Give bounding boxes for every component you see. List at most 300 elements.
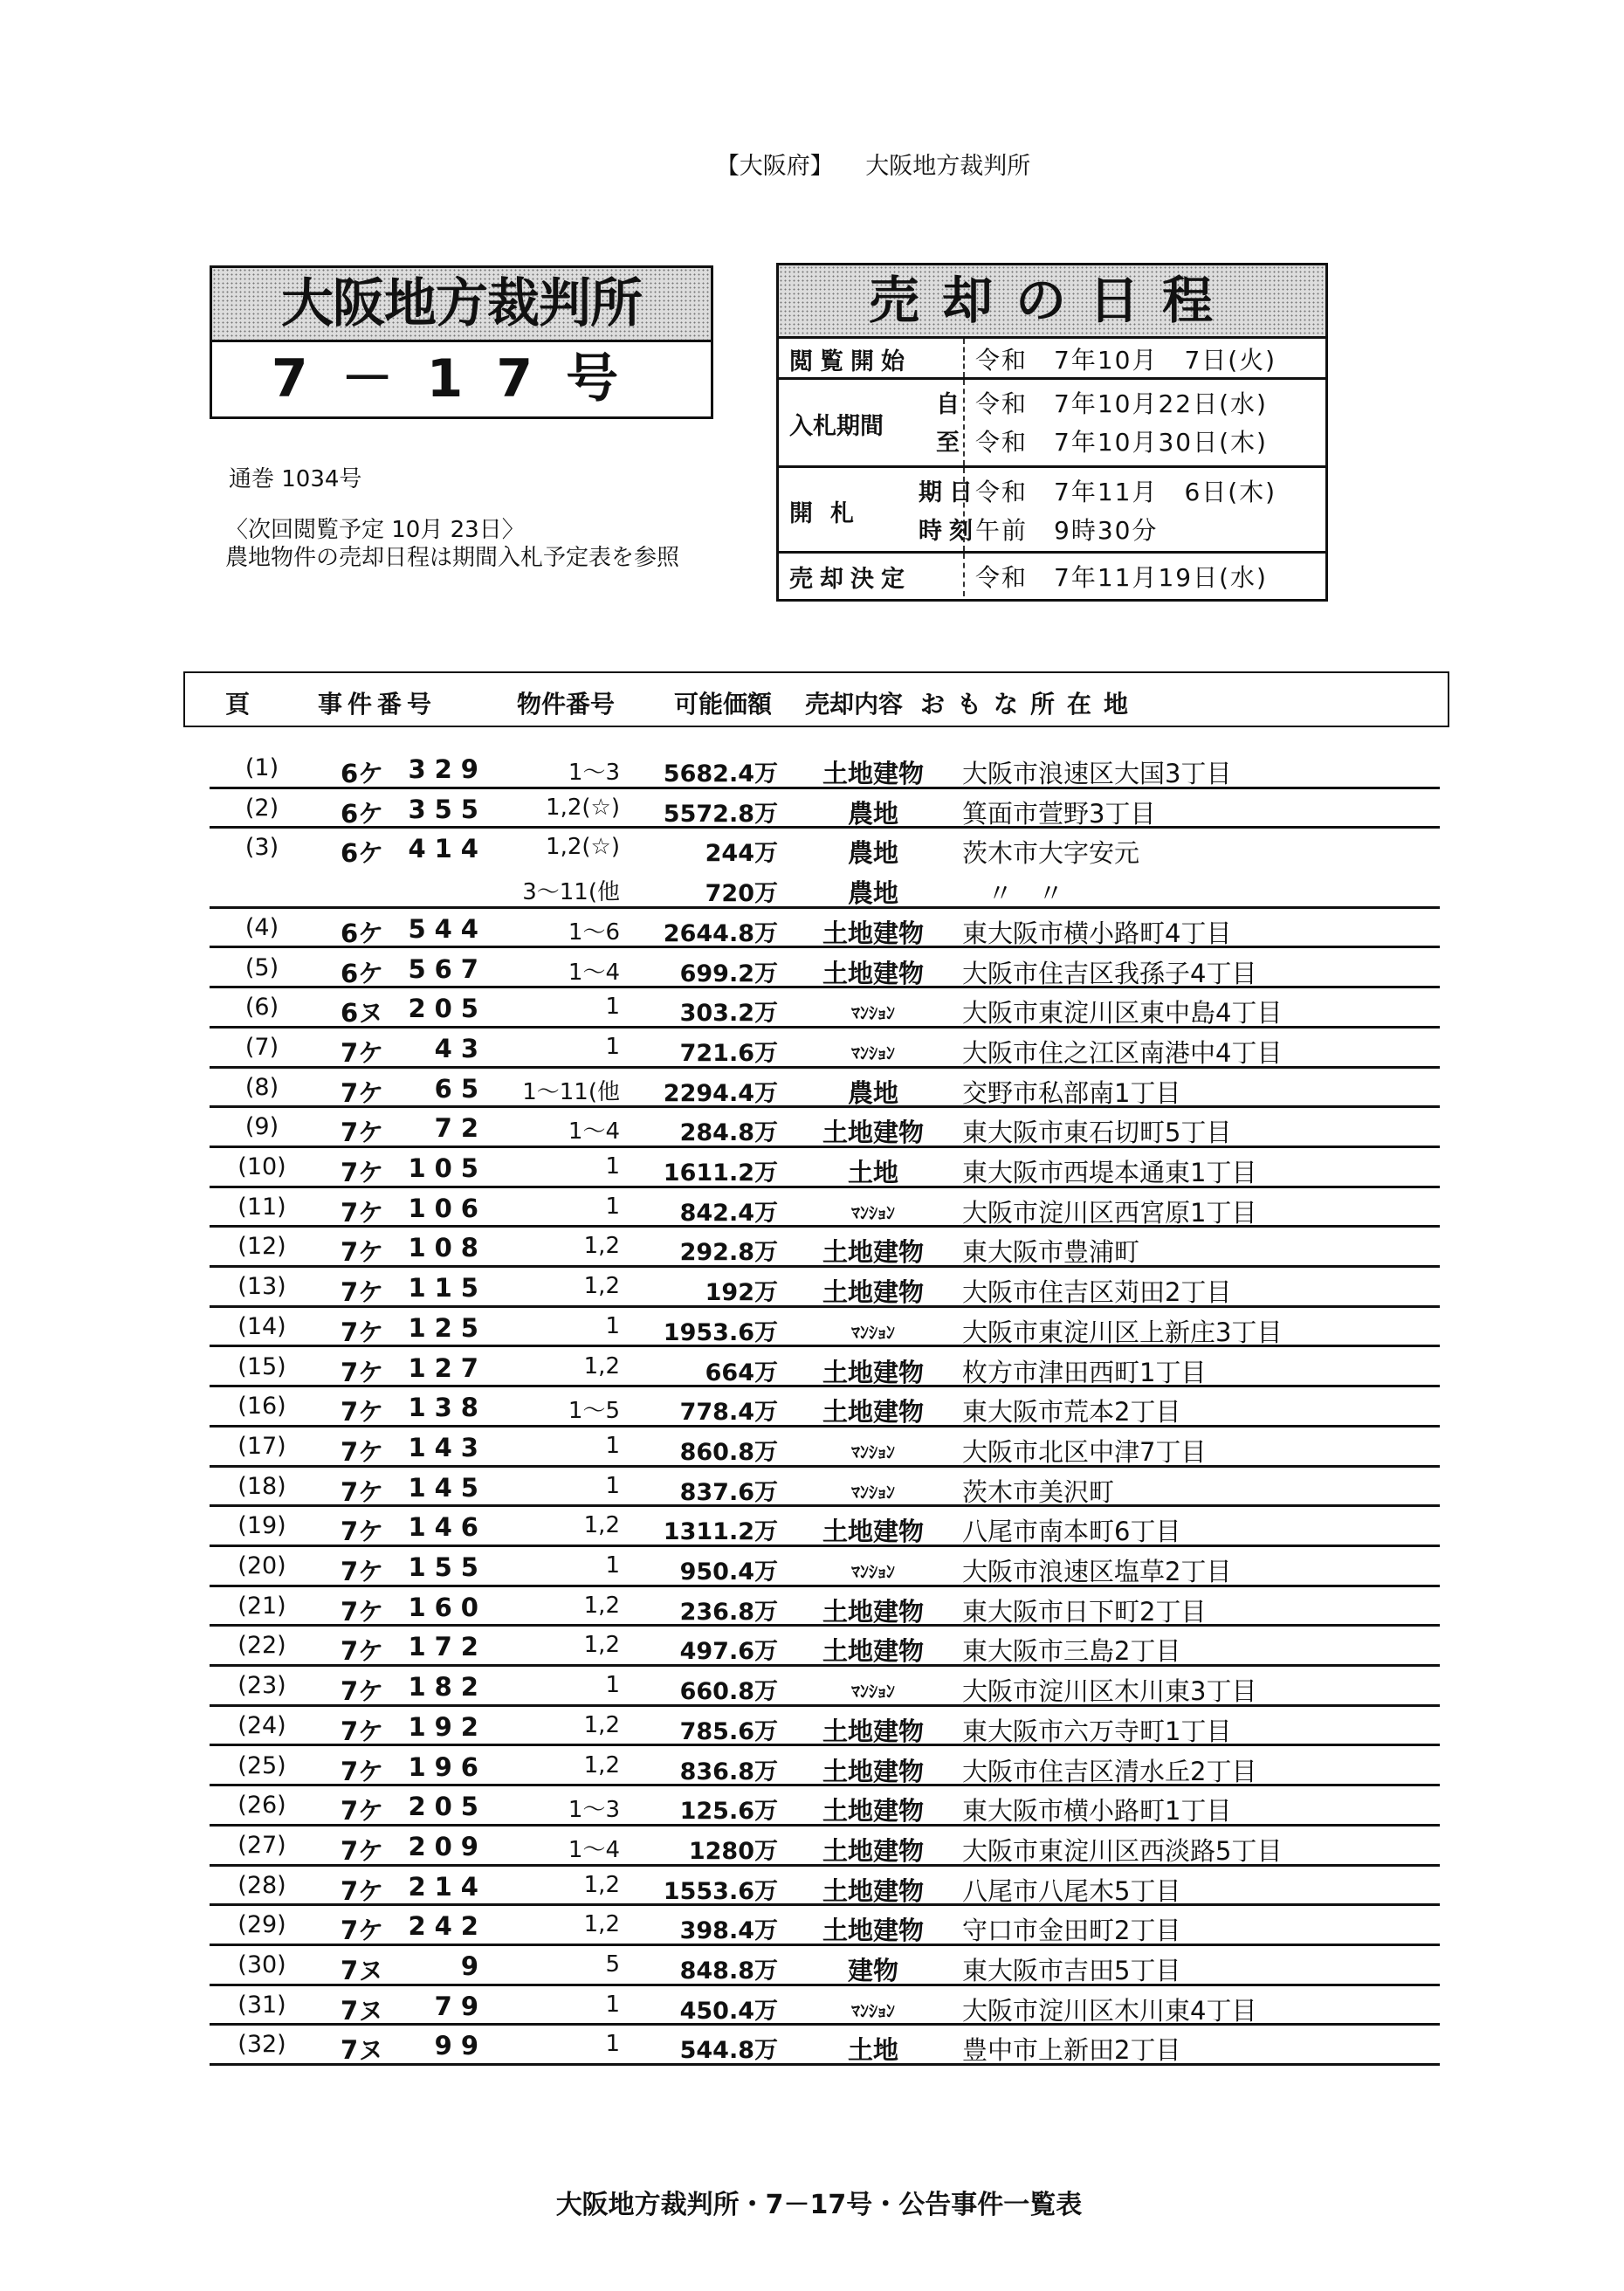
page-number: (22) <box>237 1632 286 1660</box>
table-row <box>210 988 1440 1029</box>
property-number: 1 <box>605 1153 620 1180</box>
case-prefix: 7ケ <box>341 1796 384 1827</box>
case-prefix: 7ケ <box>341 1756 384 1786</box>
sale-type: ﾏﾝｼｮﾝ <box>851 1999 895 2021</box>
address: 東大阪市日下町2丁目 <box>962 1596 1207 1627</box>
table-row <box>210 1587 1440 1627</box>
address: 茨木市美沢町 <box>962 1476 1115 1507</box>
case-number: 43 <box>434 1033 487 1063</box>
case-number: 143 <box>408 1432 487 1462</box>
table-row <box>210 1747 1440 1787</box>
case-prefix: 7ケ <box>341 1397 384 1428</box>
minimum-price: 950.4万 <box>679 1558 778 1586</box>
minimum-price: 2294.4万 <box>663 1079 778 1107</box>
court-issue-box <box>210 265 713 419</box>
dashed-divider <box>963 339 965 377</box>
minimum-price: 292.8万 <box>679 1239 778 1267</box>
page-number: (10) <box>237 1153 286 1180</box>
table-row <box>210 1148 1440 1188</box>
page-number: (29) <box>237 1911 286 1939</box>
sale-type: 土地 <box>847 1158 898 1187</box>
header-property-no: 物件番号 <box>517 690 616 719</box>
sale-type: 土地建物 <box>822 1397 924 1428</box>
page-number: (16) <box>237 1393 286 1421</box>
case-number: 160 <box>408 1592 487 1622</box>
sale-type: 農地 <box>847 798 898 829</box>
address: 枚方市津田西町1丁目 <box>962 1357 1207 1387</box>
address: 東大阪市吉田5丁目 <box>962 1956 1181 1985</box>
sale-type: 土地建物 <box>822 1357 924 1387</box>
page-number: (3) <box>244 834 279 862</box>
page-number: (32) <box>237 2031 286 2059</box>
property-number: 1 <box>605 1312 620 1339</box>
schedule-date: 令和 7年10月22日(水) <box>975 389 1268 418</box>
schedule-sublabel: 時刻 <box>919 518 980 545</box>
table-row <box>210 829 1440 869</box>
sale-schedule-box <box>776 263 1328 602</box>
minimum-price: 1280万 <box>688 1837 778 1865</box>
minimum-price: 785.6万 <box>679 1717 778 1745</box>
minimum-price: 1311.2万 <box>663 1518 778 1546</box>
minimum-price: 192万 <box>705 1279 778 1307</box>
case-prefix: 7ケ <box>341 1317 384 1347</box>
case-number: 355 <box>408 794 487 824</box>
schedule-label: 閲覧開始 <box>789 348 912 375</box>
address: 大阪市淀川区西宮原1丁目 <box>962 1197 1257 1228</box>
header-case-no: 事件番号 <box>318 690 437 719</box>
sale-type: ﾏﾝｼｮﾝ <box>851 1441 895 1462</box>
sale-type: 土地建物 <box>822 1237 924 1268</box>
case-number: 115 <box>408 1273 487 1304</box>
address: 大阪市東淀川区上新庄3丁目 <box>962 1317 1283 1347</box>
address: 〃 〃 <box>962 878 1064 909</box>
case-number: 106 <box>408 1193 487 1223</box>
minimum-price: 5572.8万 <box>663 800 778 828</box>
sale-type: 土地建物 <box>822 1916 924 1946</box>
sale-type: 土地建物 <box>822 1636 924 1667</box>
case-number: 99 <box>434 2031 487 2061</box>
table-row <box>210 1667 1440 1707</box>
page-number: (30) <box>237 1951 286 1978</box>
address: 豊中市上新田2丁目 <box>962 2035 1181 2066</box>
table-row <box>210 1428 1440 1468</box>
case-prefix: 7ケ <box>341 1158 384 1187</box>
table-row <box>210 1308 1440 1348</box>
property-number: 1 <box>605 1472 620 1499</box>
page-number: (4) <box>244 913 279 941</box>
page-number: (17) <box>237 1432 286 1460</box>
case-prefix: 7ヌ <box>341 2035 384 2066</box>
case-number: 182 <box>408 1672 487 1703</box>
address: 八尾市八尾木5丁目 <box>962 1875 1181 1906</box>
header-sale-type: 売却内容 <box>805 690 904 719</box>
table-row <box>210 1547 1440 1587</box>
address: 東大阪市荒本2丁目 <box>962 1397 1181 1428</box>
case-number: 105 <box>408 1153 487 1183</box>
address: 守口市金田町2丁目 <box>962 1916 1181 1946</box>
address: 茨木市大字安元 <box>962 838 1140 869</box>
sale-type: ﾏﾝｼｮﾝ <box>851 1561 895 1582</box>
minimum-price: 244万 <box>705 840 778 868</box>
sale-type: 土地建物 <box>822 1796 924 1827</box>
minimum-price: 125.6万 <box>679 1798 778 1826</box>
case-number: 108 <box>408 1233 487 1263</box>
address: 大阪市北区中津7丁目 <box>962 1436 1207 1467</box>
minimum-price: 303.2万 <box>679 1000 778 1028</box>
case-number: 329 <box>408 754 487 784</box>
property-number: 1,2 <box>583 1911 620 1938</box>
property-number: 1～11(他 <box>522 1078 620 1105</box>
case-prefix: 7ケ <box>341 1277 384 1308</box>
sale-type: 土地建物 <box>822 1596 924 1627</box>
address: 八尾市南本町6丁目 <box>962 1517 1181 1547</box>
sale-type: ﾏﾝｼｮﾝ <box>851 1002 895 1024</box>
table-row <box>210 1188 1440 1228</box>
property-number: 1,2(☆) <box>546 794 620 821</box>
minimum-price: 721.6万 <box>679 1039 778 1067</box>
property-number: 1,2 <box>583 1512 620 1539</box>
next-viewing-note: 〈次回閲覧予定 10月 23日〉 <box>225 517 525 543</box>
property-number: 1,2 <box>583 1711 620 1738</box>
case-number: 79 <box>434 1991 487 2021</box>
schedule-date: 令和 7年10月 7日(火) <box>975 346 1277 375</box>
case-number: 192 <box>408 1711 487 1742</box>
property-number: 1 <box>605 994 620 1021</box>
schedule-sublabel: 自 <box>936 391 967 418</box>
property-number: 1,2 <box>583 1632 620 1659</box>
sale-type: 土地建物 <box>822 1756 924 1786</box>
schedule-date: 令和 7年11月 6日(木) <box>975 478 1277 506</box>
table-row <box>210 1627 1440 1667</box>
address: 大阪市住吉区清水丘2丁目 <box>962 1756 1257 1786</box>
address: 大阪市東淀川区西淡路5丁目 <box>962 1835 1283 1866</box>
page-number: (2) <box>244 794 279 822</box>
case-number: 127 <box>408 1352 487 1383</box>
minimum-price: 544.8万 <box>679 2037 778 2065</box>
sale-type: 農地 <box>847 878 898 909</box>
case-prefix: 7ケ <box>341 1476 384 1507</box>
case-number: 138 <box>408 1393 487 1423</box>
page-number: (8) <box>244 1073 279 1101</box>
minimum-price: 848.8万 <box>679 1957 778 1985</box>
header-price: 可能価額 <box>674 690 773 719</box>
table-row <box>210 1707 1440 1747</box>
page-number: (13) <box>237 1273 286 1301</box>
sale-type: ﾏﾝｼｮﾝ <box>851 1321 895 1343</box>
property-number: 1,2 <box>583 1273 620 1300</box>
table-row <box>210 1906 1440 1946</box>
minimum-price: 2644.8万 <box>663 919 778 947</box>
property-number: 5 <box>605 1951 620 1978</box>
table-row <box>210 1387 1440 1428</box>
minimum-price: 660.8万 <box>679 1678 778 1706</box>
table-row <box>210 749 1440 789</box>
page-number: (14) <box>237 1312 286 1340</box>
page-number: (28) <box>237 1871 286 1899</box>
address: 大阪市住之江区南港中4丁目 <box>962 1037 1283 1068</box>
case-number: 205 <box>408 1792 487 1822</box>
table-row <box>210 1468 1440 1508</box>
case-prefix: 6ケ <box>341 838 384 869</box>
minimum-price: 1953.6万 <box>663 1318 778 1346</box>
case-number: 155 <box>408 1552 487 1582</box>
property-number: 1 <box>605 1552 620 1579</box>
sale-type: ﾏﾝｼｮﾝ <box>851 1681 895 1703</box>
case-prefix: 7ケ <box>341 1077 384 1108</box>
header-page: 頁 <box>225 690 256 719</box>
schedule-label: 売却決定 <box>789 565 912 593</box>
page-number: (31) <box>237 1991 286 2019</box>
sale-type: 土地建物 <box>822 1277 924 1308</box>
property-number: 1 <box>605 2031 620 2058</box>
table-row <box>210 1507 1440 1547</box>
sale-type: ﾏﾝｼｮﾝ <box>851 1201 895 1223</box>
schedule-sublabel: 至 <box>936 430 967 457</box>
page-number: (9) <box>244 1113 279 1141</box>
property-number: 1～5 <box>568 1398 620 1425</box>
case-prefix: 7ケ <box>341 1517 384 1547</box>
schedule-date: 令和 7年11月19日(水) <box>975 562 1268 592</box>
schedule-row <box>779 339 1325 380</box>
dashed-divider <box>963 554 965 596</box>
minimum-price: 842.4万 <box>679 1199 778 1227</box>
sale-type: 土地建物 <box>822 1875 924 1906</box>
sale-type: 建物 <box>847 1956 898 1985</box>
table-row <box>210 1348 1440 1388</box>
address: 東大阪市三島2丁目 <box>962 1636 1181 1667</box>
property-number: 1,2 <box>583 1233 620 1260</box>
page-number: (1) <box>244 754 279 781</box>
schedule-row <box>779 380 1325 468</box>
table-row <box>210 1228 1440 1268</box>
table-row <box>210 1867 1440 1907</box>
property-number: 1,2 <box>583 1352 620 1379</box>
case-number: 145 <box>408 1472 487 1503</box>
sale-type: 農地 <box>847 1077 898 1108</box>
case-number: 205 <box>408 994 487 1024</box>
page-footer: 大阪地方裁判所・7－17号・公告事件一覧表 <box>555 2190 1083 2220</box>
case-number: 214 <box>408 1871 487 1902</box>
table-row <box>210 1069 1440 1109</box>
minimum-price: 398.4万 <box>679 1917 778 1945</box>
address: 東大阪市東石切町5丁目 <box>962 1118 1232 1148</box>
schedule-label: 入札期間 <box>789 413 884 440</box>
court-name: 大阪地方裁判所 <box>212 268 711 342</box>
address: 大阪市浪速区塩草2丁目 <box>962 1557 1232 1586</box>
address: 大阪市東淀川区東中島4丁目 <box>962 998 1283 1029</box>
case-number: 125 <box>408 1312 487 1343</box>
case-prefix: 7ヌ <box>341 1995 384 2026</box>
case-number: 544 <box>408 913 487 944</box>
page-number: (27) <box>237 1831 286 1859</box>
property-number: 1 <box>605 1033 620 1060</box>
sale-type: 土地建物 <box>822 1716 924 1746</box>
minimum-price: 778.4万 <box>679 1399 778 1427</box>
page-number: (21) <box>237 1592 286 1620</box>
page-number: (20) <box>237 1552 286 1579</box>
property-number: 1～4 <box>568 1836 620 1863</box>
case-number: 209 <box>408 1831 487 1861</box>
minimum-price: 699.2万 <box>679 960 778 987</box>
page-number: (7) <box>244 1033 279 1061</box>
minimum-price: 664万 <box>705 1359 778 1386</box>
page-number: (24) <box>237 1711 286 1739</box>
minimum-price: 720万 <box>705 880 778 908</box>
schedule-sublabel: 期日 <box>919 479 980 506</box>
case-number: 172 <box>408 1632 487 1662</box>
page-number: (11) <box>237 1193 286 1221</box>
address: 大阪市淀川区木川東4丁目 <box>962 1995 1257 2026</box>
case-number: 65 <box>434 1073 487 1104</box>
case-prefix: 7ケ <box>341 1835 384 1866</box>
property-number: 1～4 <box>568 1118 620 1146</box>
property-number: 3～11(他 <box>522 879 620 906</box>
case-prefix: 7ケ <box>341 1596 384 1627</box>
address: 大阪市浪速区大国3丁目 <box>962 759 1232 788</box>
case-prefix: 6ヌ <box>341 998 384 1029</box>
property-number: 1～3 <box>568 760 620 786</box>
table-row <box>210 1029 1440 1069</box>
address: 東大阪市横小路町1丁目 <box>962 1796 1232 1827</box>
page-number: (18) <box>237 1472 286 1500</box>
property-number: 1,2(☆) <box>546 834 620 861</box>
address: 大阪市住吉区我孫子4丁目 <box>962 958 1257 988</box>
case-number: 242 <box>408 1911 487 1942</box>
table-header <box>183 671 1449 727</box>
page-number: (12) <box>237 1233 286 1261</box>
property-number: 1 <box>605 1432 620 1459</box>
address: 交野市私部南1丁目 <box>962 1077 1181 1108</box>
minimum-price: 1611.2万 <box>663 1159 778 1187</box>
sale-type: 土地建物 <box>822 918 924 948</box>
sale-type: 土地建物 <box>822 1118 924 1148</box>
sale-type: 土地建物 <box>822 1517 924 1547</box>
property-number: 1,2 <box>583 1751 620 1778</box>
case-number: 9 <box>460 1951 487 1981</box>
property-number: 1 <box>605 1193 620 1220</box>
table-row <box>210 1108 1440 1148</box>
sale-type: 土地建物 <box>822 958 924 988</box>
minimum-price: 236.8万 <box>679 1598 778 1626</box>
volume-number: 通巻 1034号 <box>229 466 362 492</box>
case-number: 72 <box>434 1113 487 1144</box>
case-prefix: 7ケ <box>341 1875 384 1906</box>
table-row <box>210 2026 1440 2066</box>
case-prefix: 7ケ <box>341 1676 384 1707</box>
minimum-price: 836.8万 <box>679 1758 778 1785</box>
page-number: (23) <box>237 1672 286 1700</box>
minimum-price: 497.6万 <box>679 1638 778 1666</box>
sale-type: ﾏﾝｼｮﾝ <box>851 1481 895 1503</box>
page-number: (5) <box>244 953 279 981</box>
address: 東大阪市横小路町4丁目 <box>962 918 1232 948</box>
sale-type: 土地建物 <box>822 759 924 788</box>
case-prefix: 7ケ <box>341 1357 384 1387</box>
table-row <box>210 869 1440 909</box>
table-row <box>210 1268 1440 1308</box>
case-prefix: 6ケ <box>341 759 384 788</box>
case-prefix: 7ケ <box>341 1436 384 1467</box>
minimum-price: 837.6万 <box>679 1478 778 1506</box>
sale-type: 土地 <box>847 2035 898 2066</box>
case-prefix: 7ケ <box>341 1118 384 1148</box>
case-prefix: 6ケ <box>341 918 384 948</box>
schedule-title: 売却の日程 <box>779 265 1325 339</box>
case-prefix: 7ケ <box>341 1037 384 1068</box>
farmland-note: 農地物件の売却日程は期間入札予定表を参照 <box>225 545 680 571</box>
table-row <box>210 789 1440 829</box>
table-row <box>210 1946 1440 1986</box>
address: 大阪市淀川区木川東3丁目 <box>962 1676 1257 1707</box>
minimum-price: 5682.4万 <box>663 760 778 788</box>
case-number: 567 <box>408 953 487 984</box>
property-number: 1,2 <box>583 1871 620 1898</box>
page-number: (26) <box>237 1792 286 1820</box>
property-number: 1～6 <box>568 918 620 946</box>
table-row <box>210 1786 1440 1827</box>
schedule-date: 午前 9時30分 <box>975 516 1159 545</box>
schedule-date: 令和 7年10月30日(木) <box>975 428 1268 457</box>
table-row <box>210 1827 1440 1867</box>
address: 東大阪市西堤本通東1丁目 <box>962 1158 1257 1187</box>
minimum-price: 860.8万 <box>679 1438 778 1466</box>
court-label: 大阪地方裁判所 <box>865 153 1031 180</box>
property-number: 1 <box>605 1672 620 1699</box>
issue-number: 7－17号 <box>271 348 652 409</box>
header-address: おもな所在地 <box>920 690 1141 719</box>
minimum-price: 284.8万 <box>679 1119 778 1147</box>
address: 東大阪市六万寺町1丁目 <box>962 1716 1232 1746</box>
sale-type: 農地 <box>847 838 898 869</box>
table-row <box>210 1986 1440 2026</box>
property-number: 1～3 <box>568 1797 620 1824</box>
case-prefix: 6ケ <box>341 798 384 829</box>
page-number: (19) <box>237 1512 286 1540</box>
case-prefix: 7ケ <box>341 1237 384 1268</box>
schedule-row <box>779 468 1325 554</box>
address: 箕面市萱野3丁目 <box>962 798 1156 829</box>
case-prefix: 7ケ <box>341 1916 384 1946</box>
table-row <box>210 909 1440 949</box>
sale-type: ﾏﾝｼｮﾝ <box>851 1042 895 1063</box>
case-prefix: 7ケ <box>341 1197 384 1228</box>
page-number: (25) <box>237 1751 286 1779</box>
table-row <box>210 949 1440 989</box>
case-number: 146 <box>408 1512 487 1543</box>
case-prefix: 7ヌ <box>341 1956 384 1985</box>
prefecture-label: 【大阪府】 <box>715 153 834 180</box>
schedule-row <box>779 554 1325 596</box>
property-number: 1,2 <box>583 1592 620 1619</box>
page-header <box>0 147 1624 181</box>
page-number: (15) <box>237 1352 286 1380</box>
minimum-price: 450.4万 <box>679 1997 778 2025</box>
property-number: 1 <box>605 1991 620 2018</box>
case-number: 196 <box>408 1751 487 1782</box>
case-prefix: 6ケ <box>341 958 384 988</box>
property-number: 1～4 <box>568 959 620 986</box>
schedule-label: 開札 <box>789 499 871 527</box>
case-number: 414 <box>408 834 487 864</box>
minimum-price: 1553.6万 <box>663 1877 778 1905</box>
sale-type: 土地建物 <box>822 1835 924 1866</box>
case-prefix: 7ケ <box>341 1636 384 1667</box>
address: 東大阪市豊浦町 <box>962 1237 1140 1268</box>
page-number: (6) <box>244 994 279 1022</box>
case-prefix: 7ケ <box>341 1557 384 1586</box>
address: 大阪市住吉区苅田2丁目 <box>962 1277 1232 1308</box>
case-prefix: 7ケ <box>341 1716 384 1746</box>
